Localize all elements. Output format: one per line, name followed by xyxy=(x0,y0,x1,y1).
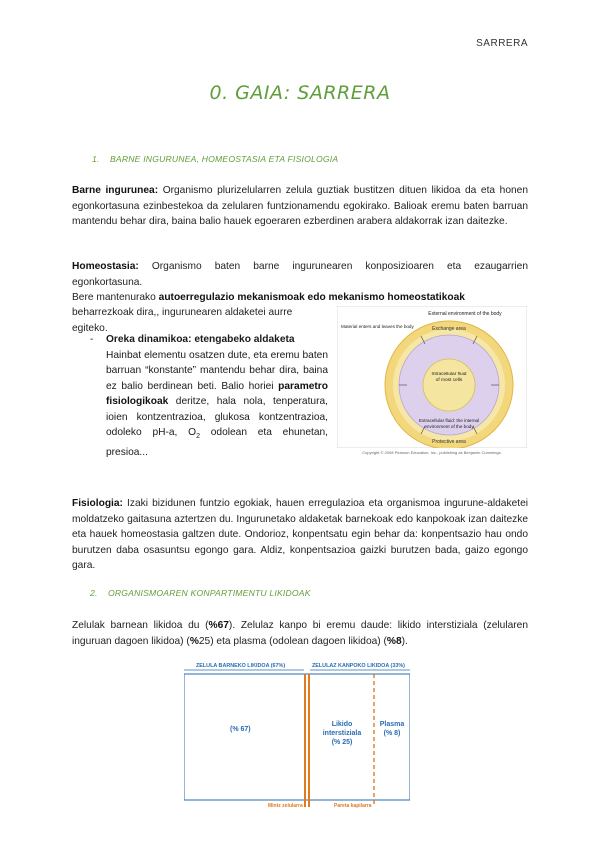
term-label: Homeostasia: xyxy=(72,261,139,272)
term-text: Organismo plurizelularren zelula guztiak bustitzen dituen likidoa da eta honen egonkortasuna ezinbestekoa da zelularen funtzionamendu egokirako. Balioak eremu baten barruan mantendu behar dira, baina balio hauek egoeraren ezberdinen arabera aldakorrak izan daitezke. xyxy=(72,185,528,227)
paragraph-zelulak xyxy=(72,618,528,649)
subscript: 2 xyxy=(196,433,200,441)
paragraph-homeostasia xyxy=(72,259,528,290)
intracellular-label: Intracellular fluid of most cells xyxy=(431,372,467,383)
material-label: Material enters and leaves the body xyxy=(341,324,414,329)
cell-fluid-percent: (% 67) xyxy=(230,726,251,733)
figure-caption: Copyright © 2008 Pearson Education, Inc., publishing as Benjamin Cummings. xyxy=(362,450,502,455)
text-run: 25) eta plasma (odolean dagoen likidoa) ( xyxy=(198,635,387,647)
paragraph-barne-ingurunea xyxy=(72,183,528,230)
internal-environment-figure xyxy=(337,306,527,454)
interstitial-line-1: Likido xyxy=(331,721,353,728)
term-label: Fisiologia: xyxy=(72,498,123,509)
bold-run: autoerregulazio mekanismoak edo mekanismo homeostatikoak xyxy=(158,292,465,303)
extracellular-label: Extracellular fluid: the internal environment of the body xyxy=(418,418,480,429)
paragraph-homeostasia-line3: beharrezkoak dira,, ingurunearen aldaketei aurre egiteko. xyxy=(72,307,293,334)
term-label: Barne ingurunea: xyxy=(72,185,159,196)
fluid-compartments-figure xyxy=(184,662,410,812)
text-run: Hainbat elementu osatzen dute, eta eremu baten barruan “konstante” mantendu behar dira, baina ez balio berdinean beti. Balio horiei xyxy=(106,349,328,392)
term-text: Organismo baten barne ingurunearen konposizioaren eta ezaugarrien egonkortasuna. xyxy=(72,261,528,288)
page-title: 0. GAIA: SARRERA xyxy=(209,82,391,104)
extracellular-label-box xyxy=(409,418,489,436)
section-number: 1. xyxy=(92,154,100,164)
bold-run: % xyxy=(189,635,199,647)
external-env-label: External environment of the body xyxy=(428,311,502,317)
text-run: Bere mantenurako xyxy=(72,292,159,303)
running-head: SARRERA xyxy=(476,38,528,49)
interstitial-line-2: interstiziala xyxy=(322,730,362,737)
protective-area-label: Protective area xyxy=(432,439,466,445)
extracellular-header: ZELULAZ KANPOKO LIKIDOA (33%) xyxy=(312,663,405,669)
interstitial-percent: (% 25) xyxy=(331,739,353,746)
bold-run: %67 xyxy=(208,620,229,631)
plasma-label xyxy=(376,720,408,738)
interstitial-label xyxy=(316,720,368,747)
term-text: Izaki bizidunen funtzio egokiak, hauen erregulazioa eta organismoa ingurune-aldaketei moldatzeko gaitasuna aztertzen du. Ingurunetako aldaketak barnekoak edo kanpokoak izan daitezke eta hauek homeostasia galtzen dute. Ondorioz, konpentsatu egin behar da: konpentsazio hau ondo burutzen daba osasuntsu egongo gara. Aldiz, konpentsazioa gaizki burutzen bada, gaizo egongo gara. xyxy=(72,498,528,571)
bold-run: parametro fisiologikoak xyxy=(106,380,328,407)
plasma-name: Plasma xyxy=(379,721,405,728)
section-title: BARNE INGURUNEA, HOMEOSTASIA ETA FISIOLOGIA xyxy=(110,154,339,164)
bullet-dash: - xyxy=(90,334,94,345)
intracellular-header: ZELULA BARNEKO LIKIDOA (67%) xyxy=(196,663,286,669)
exchange-area-label: Exchange area xyxy=(432,326,466,332)
section-heading-2 xyxy=(90,588,311,598)
paragraph-fisiologia xyxy=(72,496,528,574)
text-run: deritze, hala nola, tenperatura, ioien kontzentrazioa, glukosa kontzentrazioa, odoleko pH-a, O xyxy=(106,396,328,438)
intracellular-label-box xyxy=(429,372,469,402)
section-number: 2. xyxy=(90,588,98,598)
text-run: ). xyxy=(401,635,408,647)
internal-environment-diagram xyxy=(337,306,527,448)
bullet-body xyxy=(106,348,328,461)
paragraph-homeostasia-line2 xyxy=(72,290,528,306)
text-run: odolean eta ehunetan, presioa... xyxy=(106,427,329,458)
cell-membrane-label: Mintz zelularra xyxy=(268,803,303,809)
text-run: ). Zelulaz kanpo bi eremu daude: likido interstiziala (zelularen inguruan dagoen likidoa) ( xyxy=(72,620,528,647)
bold-run: %8 xyxy=(386,635,402,647)
section-heading-1 xyxy=(92,154,338,164)
bullet-heading: Oreka dinamikoa: etengabeko aldaketa xyxy=(106,334,295,345)
section-title: ORGANISMOAREN KONPARTIMENTU LIKIDOAK xyxy=(108,588,311,598)
text-run: Zelulak barnean likidoa du ( xyxy=(72,620,209,631)
plasma-percent: (% 8) xyxy=(383,730,401,737)
capillary-wall-label: Pareta kapilarra xyxy=(334,803,372,809)
